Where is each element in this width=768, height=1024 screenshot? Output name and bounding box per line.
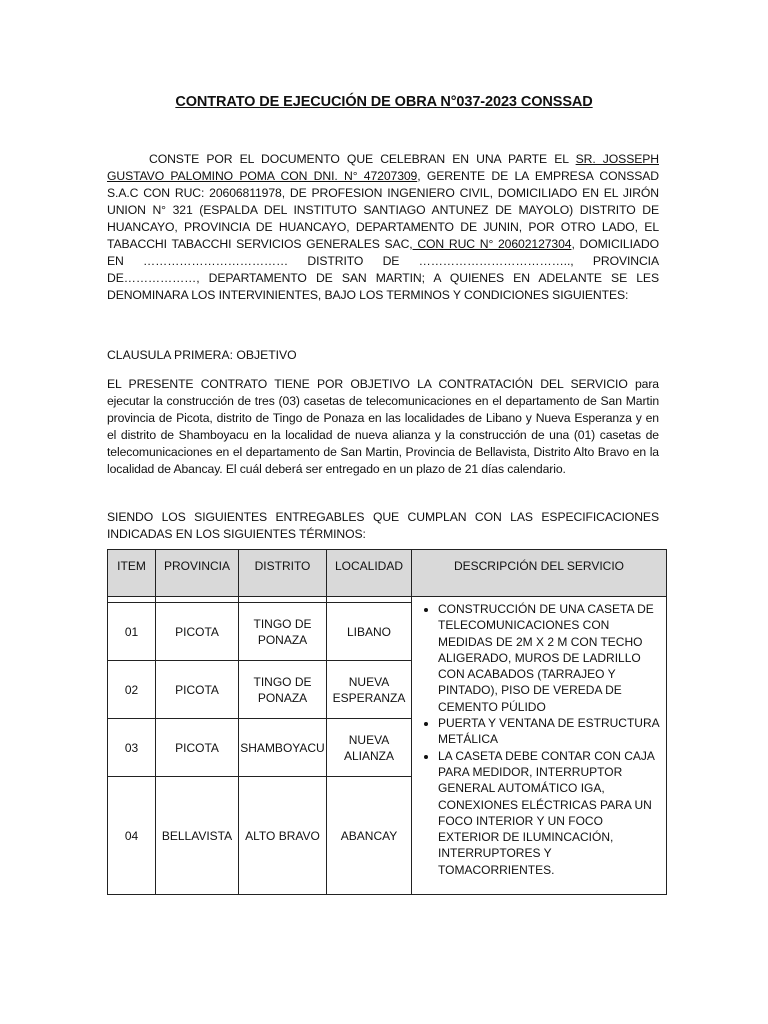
description-list <box>416 601 660 878</box>
clause-heading: CLAUSULA PRIMERA: OBJETIVO <box>107 348 297 362</box>
header-item: ITEM <box>108 550 156 597</box>
cell-distrito: ALTO BRAVO <box>239 777 327 895</box>
cell-item: 01 <box>108 603 156 661</box>
table-header-row <box>108 550 667 597</box>
description-item: • LA CASETA DEBE CONTAR CON CAJA PARA MEDIDOR, INTERRUPTOR GENERAL AUTOMÁTICO IGA, CONEXIONES ELÉCTRICAS PARA UN FOCO INTERIOR Y UN FOCO EXTERIOR DE ILUMINCACIÓN, INTERRUPTORES Y TOMACORRIENTES. <box>438 748 660 878</box>
cell-localidad: ABANCAY <box>327 777 412 895</box>
cell-item: 03 <box>108 719 156 777</box>
representative-name: SR. JOSSEPH GUSTAVO PALOMINO POMA CON DNI. N° 47207309 <box>107 152 659 183</box>
description-item: • CONSTRUCCIÓN DE UNA CASETA DE TELECOMUNICACIONES CON MEDIDAS DE 2M X 2 M CON TECHO ALIGERADO, MUROS DE LADRILLO CON ACABADOS (TARRAJEO Y PINTADO), PISO DE VEREDA DE CEMENTO PÚLIDO <box>438 601 660 715</box>
cell-distrito: SHAMBOYACU <box>239 719 327 777</box>
deliverables-table <box>107 549 667 895</box>
header-provincia: PROVINCIA <box>156 550 239 597</box>
deliverables-intro: SIENDO LOS SIGUIENTES ENTREGABLES QUE CUMPLAN CON LAS ESPECIFICACIONES INDICADAS EN LOS SIGUIENTES TÉRMINOS: <box>107 510 659 541</box>
cell-distrito: TINGO DE PONAZA <box>239 603 327 661</box>
cell-localidad: LIBANO <box>327 603 412 661</box>
cell-item: 04 <box>108 777 156 895</box>
description-item: • PUERTA Y VENTANA DE ESTRUCTURA METÁLICA <box>438 715 660 748</box>
header-distrito: DISTRITO <box>239 550 327 597</box>
intro-text-b: , GERENTE DE LA EMPRESA CONSSAD S.A.C CON RUC: 20606811978, DE PROFESION INGENIERO CIVIL, DOMICILIADO EN EL JIRÓN UNION N° 321 (ESPALDA DEL INSTITUTO SANTIAGO ANTUNEZ DE MAYOLO) DISTRITO DE HUANCAYO, PROVINCIA DE HUANCAYO, DEPARTAMENTO DE JUNIN, POR OTRO LADO, EL TABACCHI TABACCHI SERVICIOS GENERALES SAC <box>107 169 659 251</box>
intro-paragraph <box>107 151 659 304</box>
intro-text-c: , DOMICILIADO EN ……………………………… DISTRITO DE ……………………………….., PROVINCIA DE………………, DEPARTAMENTO DE SAN MARTIN; A QUIENES EN ADELANTE SE LES DENOMINARA LOS INTERVINIENTES, BAJO LOS TERMINOS Y CONDICIONES SIGUIENTES: <box>107 237 660 302</box>
cell-distrito: TINGO DE PONAZA <box>239 661 327 719</box>
cell-localidad: NUEVA ESPERANZA <box>327 661 412 719</box>
cell-provincia: BELLAVISTA <box>156 777 239 895</box>
contract-title: CONTRATO DE EJECUCIÓN DE OBRA N°037-2023 CONSSAD <box>175 94 593 110</box>
contractor-ruc: , CON RUC N° 20602127304 <box>409 237 572 251</box>
service-description <box>412 597 667 895</box>
cell-provincia: PICOTA <box>156 661 239 719</box>
cell-provincia: PICOTA <box>156 603 239 661</box>
intro-text-a: CONSTE POR EL DOCUMENTO QUE CELEBRAN EN UNA PARTE EL <box>149 152 576 166</box>
cell-item: 02 <box>108 661 156 719</box>
header-descripcion: DESCRIPCIÓN DEL SERVICIO <box>412 550 667 597</box>
header-localidad: LOCALIDAD <box>327 550 412 597</box>
cell-localidad: NUEVA ALIANZA <box>327 719 412 777</box>
clause-body: EL PRESENTE CONTRATO TIENE POR OBJETIVO LA CONTRATACIÓN DEL SERVICIO para ejecutar la construcción de tres (03) casetas de telecomunicaciones en el departamento de San Martin provincia de Picota, distrito de Tingo de Ponaza en las localidades de Libano y Nueva Esperanza y en el distrito de Shamboyacu en la localidad de nueva alianza y la construcción de una (01) casetas de telecomunicaciones en el departamento de San Martin, Provincia de Bellavista, Distrito Alto Bravo en la localidad de Abancay. El cuál deberá ser entregado en un plazo de 21 días calendario. <box>107 377 659 476</box>
cell-provincia: PICOTA <box>156 719 239 777</box>
